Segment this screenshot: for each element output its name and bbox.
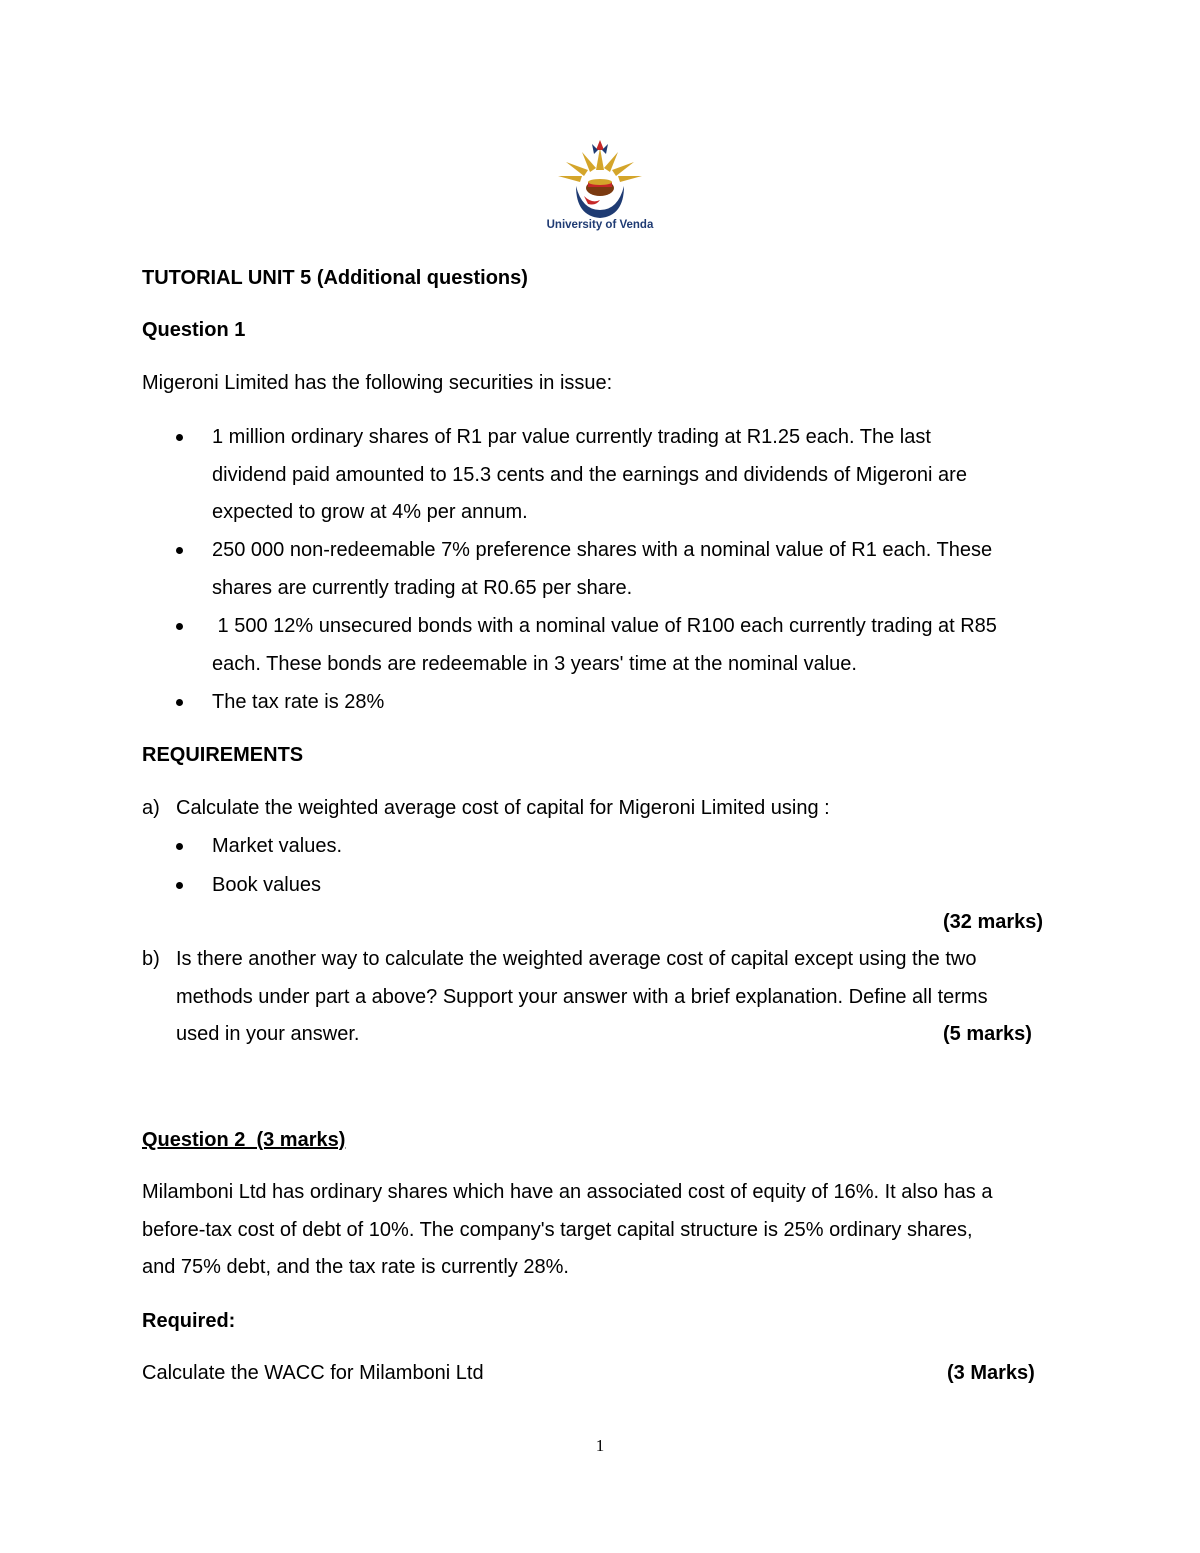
bullet-icon	[176, 434, 183, 441]
bullet-1-line-1: 1 million ordinary shares of R1 par value currently trading at R1.25 each. The last	[212, 426, 931, 448]
bullet-2-line-2: shares are currently trading at R0.65 per share.	[212, 577, 633, 599]
part-a-marks: (32 marks)	[943, 911, 1044, 933]
bullet-3-line-1: 1 500 12% unsecured bonds with a nominal value of R100 each currently trading at R85	[212, 615, 997, 637]
part-a-item-1: Market values.	[212, 835, 343, 857]
part-b-line-2: methods under part a above? Support your answer with a brief explanation. Define all terms	[176, 986, 988, 1008]
part-b-line-1: Is there another way to calculate the weighted average cost of capital except using the two	[176, 948, 977, 970]
question-2-line-2: before-tax cost of debt of 10%. The company's target capital structure is 25% ordinary shares,	[142, 1219, 973, 1241]
university-name: University of Venda	[546, 219, 654, 231]
bullet-4-line-1: The tax rate is 28%	[212, 691, 385, 713]
bullet-icon	[176, 547, 183, 554]
bullet-icon	[176, 699, 183, 706]
bullet-icon	[176, 623, 183, 630]
bullet-1-line-2: dividend paid amounted to 15.3 cents and the earnings and dividends of Migeroni are	[212, 464, 967, 486]
question-1-intro: Migeroni Limited has the following securities in issue:	[142, 372, 613, 394]
question-2-line-3: and 75% debt, and the tax rate is currently 28%.	[142, 1256, 569, 1278]
page-number: 1	[595, 1436, 605, 1455]
question-1-title: Question 1	[142, 319, 246, 341]
question-2-marks: (3 Marks)	[947, 1362, 1035, 1384]
bullet-icon	[176, 843, 183, 850]
requirements-title: REQUIREMENTS	[142, 744, 304, 766]
page-heading: TUTORIAL UNIT 5 (Additional questions)	[142, 267, 528, 289]
question-2-line-1: Milamboni Ltd has ordinary shares which have an associated cost of equity of 16%. It also has a	[142, 1181, 993, 1203]
part-b-marks: (5 marks)	[943, 1023, 1032, 1045]
part-a-label: a)	[142, 797, 160, 819]
part-a-item-2: Book values	[212, 874, 321, 896]
bullet-3-line-2: each. These bonds are redeemable in 3 years' time at the nominal value.	[212, 653, 857, 675]
bullet-1-line-3: expected to grow at 4% per annum.	[212, 501, 528, 523]
bullet-2-line-1: 250 000 non-redeemable 7% preference shares with a nominal value of R1 each. These	[212, 539, 993, 561]
question-2-task: Calculate the WACC for Milamboni Ltd	[142, 1362, 484, 1384]
part-b-label: b)	[142, 948, 160, 970]
part-a-text: Calculate the weighted average cost of capital for Migeroni Limited using :	[176, 797, 830, 819]
required-label: Required:	[142, 1310, 236, 1332]
bullet-icon	[176, 882, 183, 889]
question-2-title: Question 2 (3 marks)	[142, 1129, 346, 1151]
part-b-line-3: used in your answer.	[176, 1023, 360, 1045]
